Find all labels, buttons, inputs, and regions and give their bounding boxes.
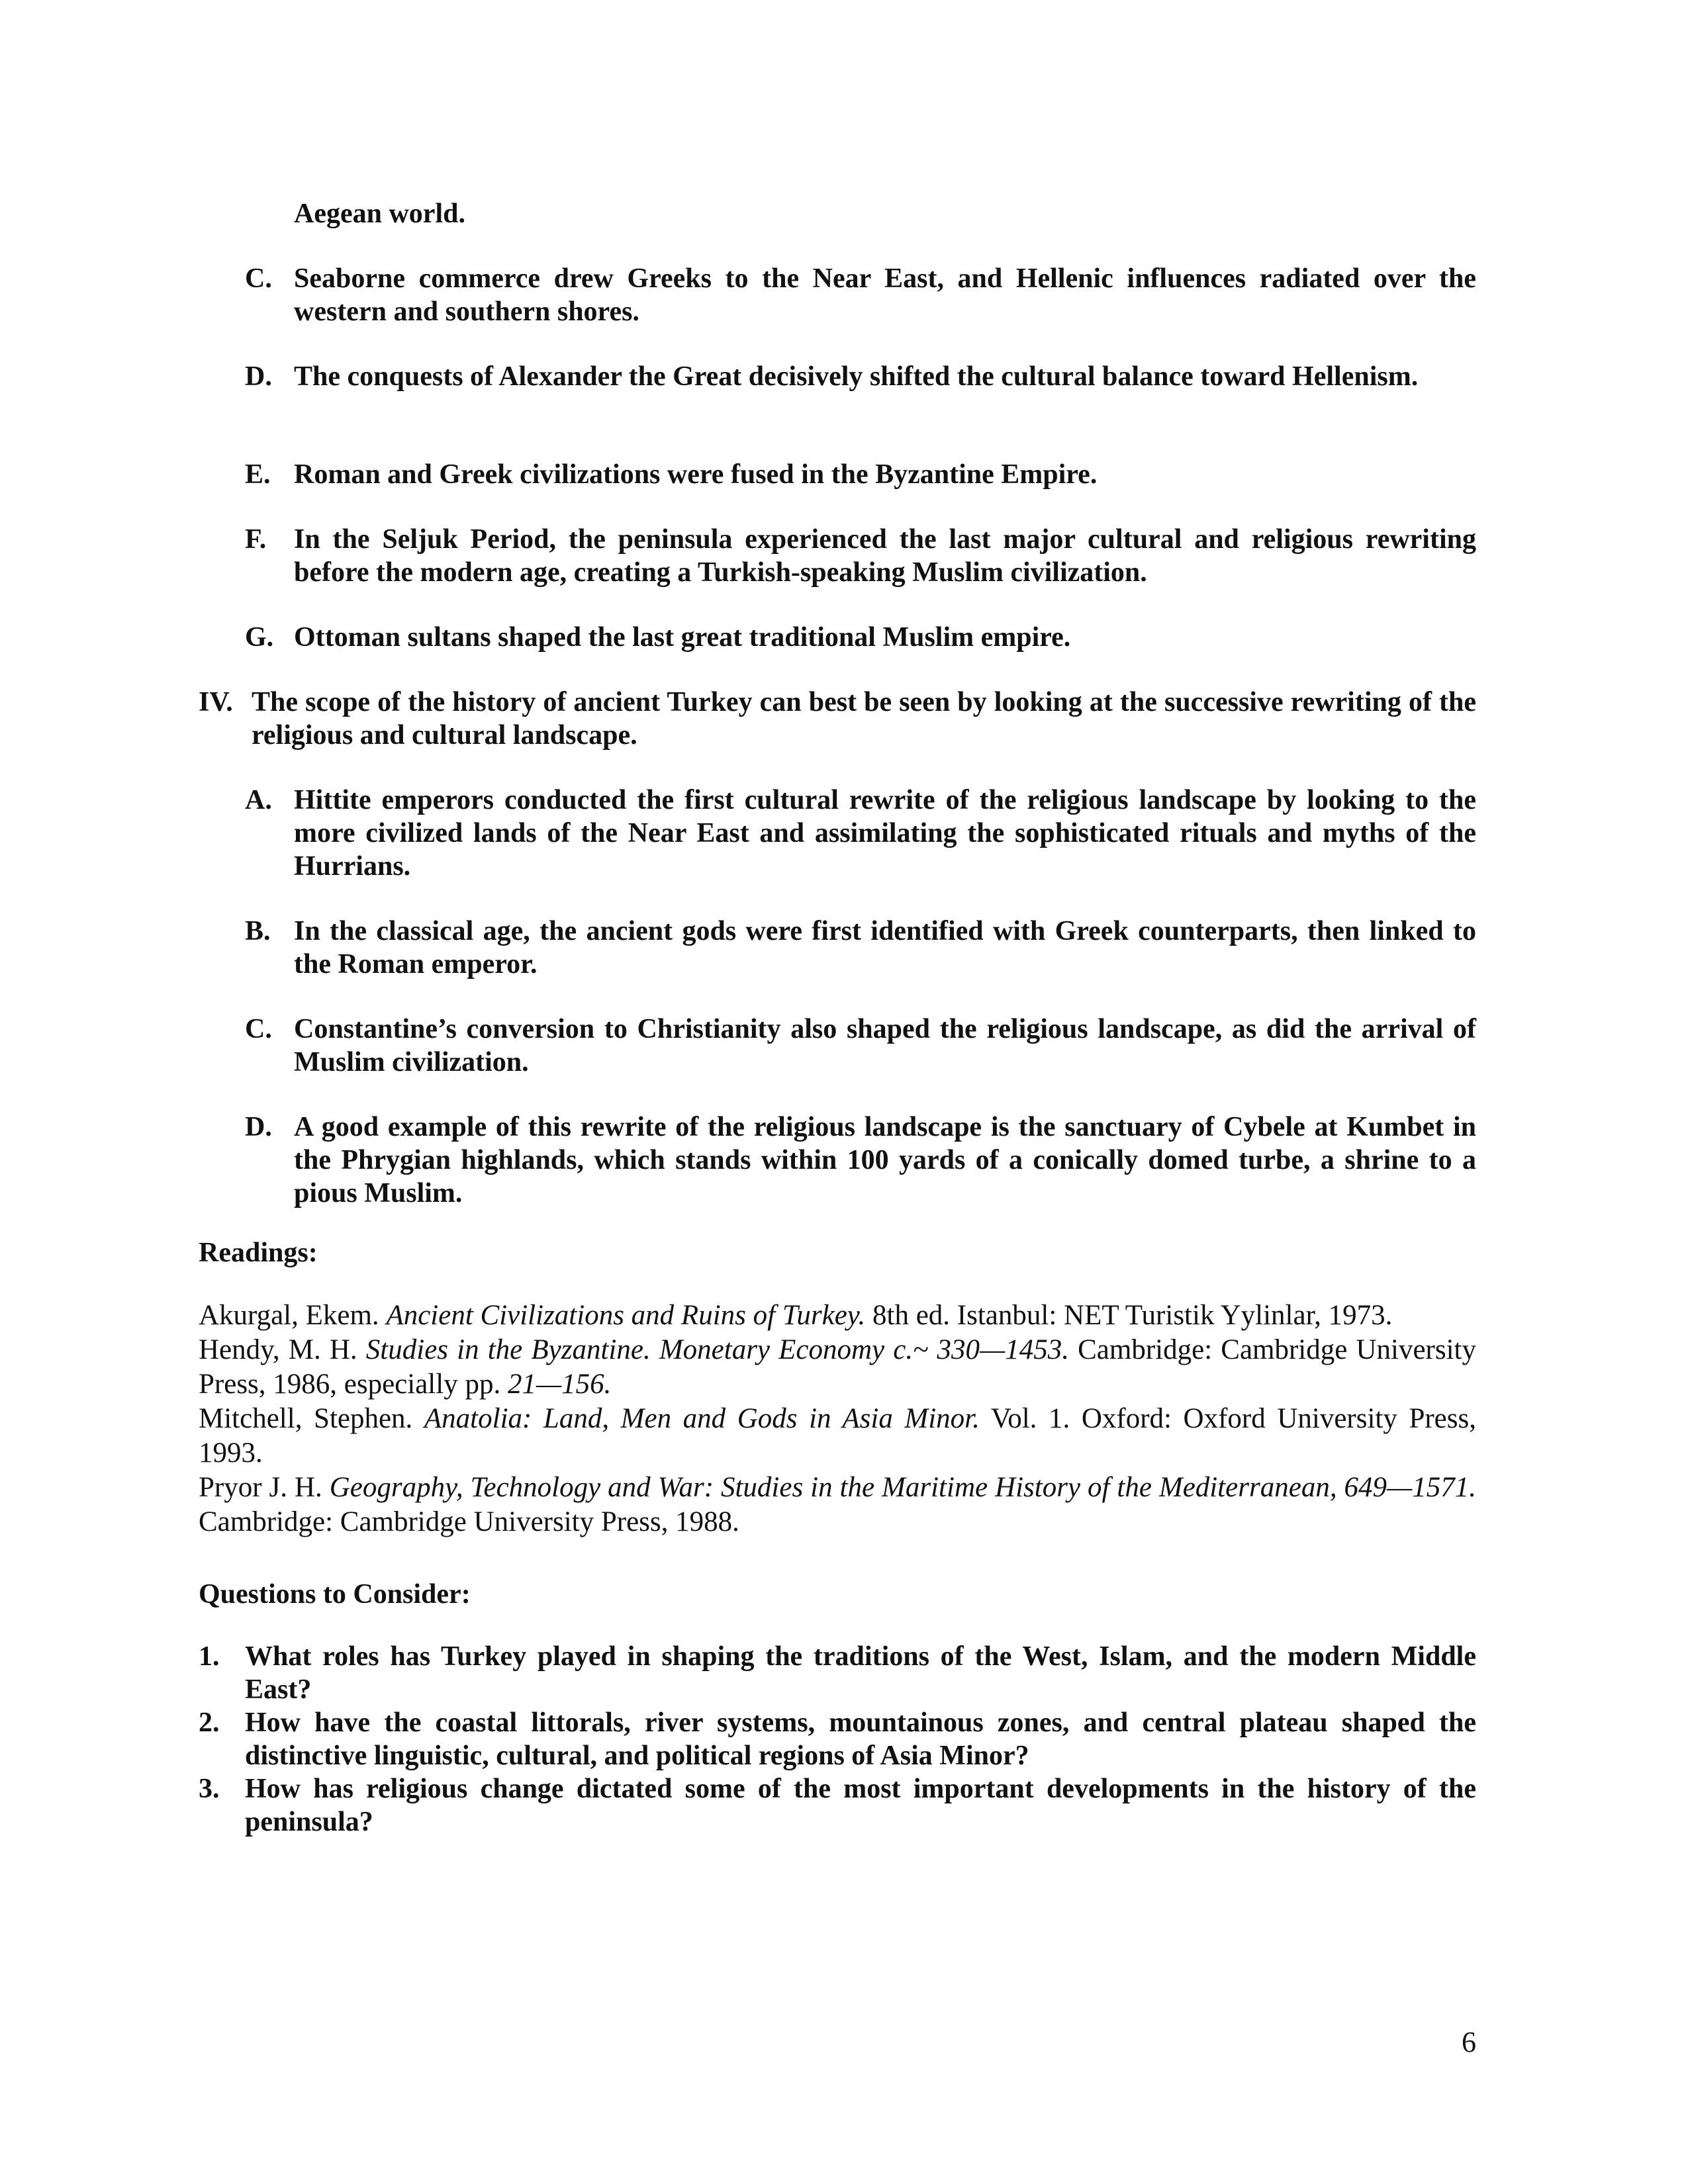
outline-label: F. — [245, 524, 267, 555]
question-text: What roles has Turkey played in shaping the traditions of the West, Islam, and the modern Middle East? — [245, 1641, 1476, 1705]
outline-text: Seaborne commerce drew Greeks to the Near East, and Hellenic influences radiated over the western and southern shores. — [294, 263, 1476, 327]
outline-item-iv-a — [245, 784, 1476, 883]
readings-list — [199, 1298, 1476, 1539]
reading-entry: Hendy, M. H. Studies in the Byzantine. Monetary Economy c.~ 330—1453. Cambridge: Cambridge University Press, 1986, especially pp. 21—156. — [199, 1334, 1476, 1400]
outline-text: The conquests of Alexander the Great decisively shifted the cultural balance toward Hellenism. — [294, 361, 1419, 392]
outline-item-iv-c — [245, 1013, 1476, 1079]
outline-item-iii-e — [245, 458, 1476, 491]
question-item-1 — [199, 1640, 1476, 1706]
outline-label: D. — [245, 1112, 272, 1142]
outline-label: B. — [245, 916, 271, 946]
reading-entry: Pryor J. H. Geography, Technology and War: Studies in the Maritime History of the Mediterranean, 649—1571. Cambridge: Cambridge University Press, 1988. — [199, 1472, 1477, 1537]
question-text: How have the coastal littorals, river systems, mountainous zones, and central plateau shaped the distinctive linguistic, cultural, and political regions of Asia Minor? — [245, 1707, 1476, 1771]
outline-text: Constantine’s conversion to Christianity also shaped the religious landscape, as did the arrival of Muslim civilization. — [294, 1014, 1476, 1077]
outline-continuation: Aegean world. — [294, 199, 465, 229]
reading-entry: Akurgal, Ekem. Ancient Civilizations and Ruins of Turkey. 8th ed. Istanbul: NET Turistik Yylinlar, 1973. — [199, 1300, 1393, 1331]
question-item-3 — [199, 1772, 1476, 1839]
page-number: 6 — [1462, 2026, 1476, 2058]
outline-text: In the classical age, the ancient gods were first identified with Greek counterparts, then linked to the Roman emperor. — [294, 916, 1476, 979]
readings-heading: Readings: — [199, 1238, 318, 1268]
outline-item-iv-b — [245, 915, 1476, 981]
outline-item-iii-g — [245, 621, 1476, 654]
outline-item-iii-d — [245, 360, 1476, 393]
outline-item-iv-d — [245, 1111, 1476, 1210]
outline-item-iii-c — [245, 262, 1476, 328]
question-number: 2. — [199, 1707, 220, 1738]
question-number: 3. — [199, 1774, 220, 1804]
outline-text: In the Seljuk Period, the peninsula experienced the last major cultural and religious rewriting before the modern age, creating a Turkish-speaking Muslim civilization. — [294, 524, 1476, 588]
question-item-2 — [199, 1706, 1476, 1772]
outline-section-iv — [199, 686, 1476, 752]
outline-text: A good example of this rewrite of the religious landscape is the sanctuary of Cybele at Kumbet in the Phrygian highlands, which stands within 100 yards of a conically domed turbe, a shrine to a pious Muslim. — [294, 1112, 1476, 1208]
outline-label: D. — [245, 361, 272, 392]
outline-label: E. — [245, 459, 271, 490]
outline-text: The scope of the history of ancient Turkey can best be seen by looking at the successive rewriting of the religious and cultural landscape. — [252, 687, 1476, 751]
question-text: How has religious change dictated some of the most important developments in the history of the peninsula? — [245, 1774, 1476, 1837]
outline-text: Hittite emperors conducted the first cultural rewrite of the religious landscape by looking to the more civilized lands of the Near East and assimilating the sophisticated rituals and myths of the Hurrians. — [294, 785, 1476, 882]
questions-heading: Questions to Consider: — [199, 1579, 471, 1610]
outline-text: Roman and Greek civilizations were fused in the Byzantine Empire. — [294, 459, 1098, 490]
question-number: 1. — [199, 1641, 220, 1672]
outline-item-iii-f — [245, 523, 1476, 589]
outline-label: C. — [245, 1014, 272, 1044]
outline-text: Ottoman sultans shaped the last great traditional Muslim empire. — [294, 622, 1071, 653]
outline-label: G. — [245, 622, 274, 653]
reading-entry: Mitchell, Stephen. Anatolia: Land, Men and Gods in Asia Minor. Vol. 1. Oxford: Oxford University Press, 1993. — [199, 1403, 1476, 1469]
outline-label: IV. — [199, 687, 233, 717]
outline-label: C. — [245, 263, 272, 294]
outline-label: A. — [245, 785, 272, 815]
